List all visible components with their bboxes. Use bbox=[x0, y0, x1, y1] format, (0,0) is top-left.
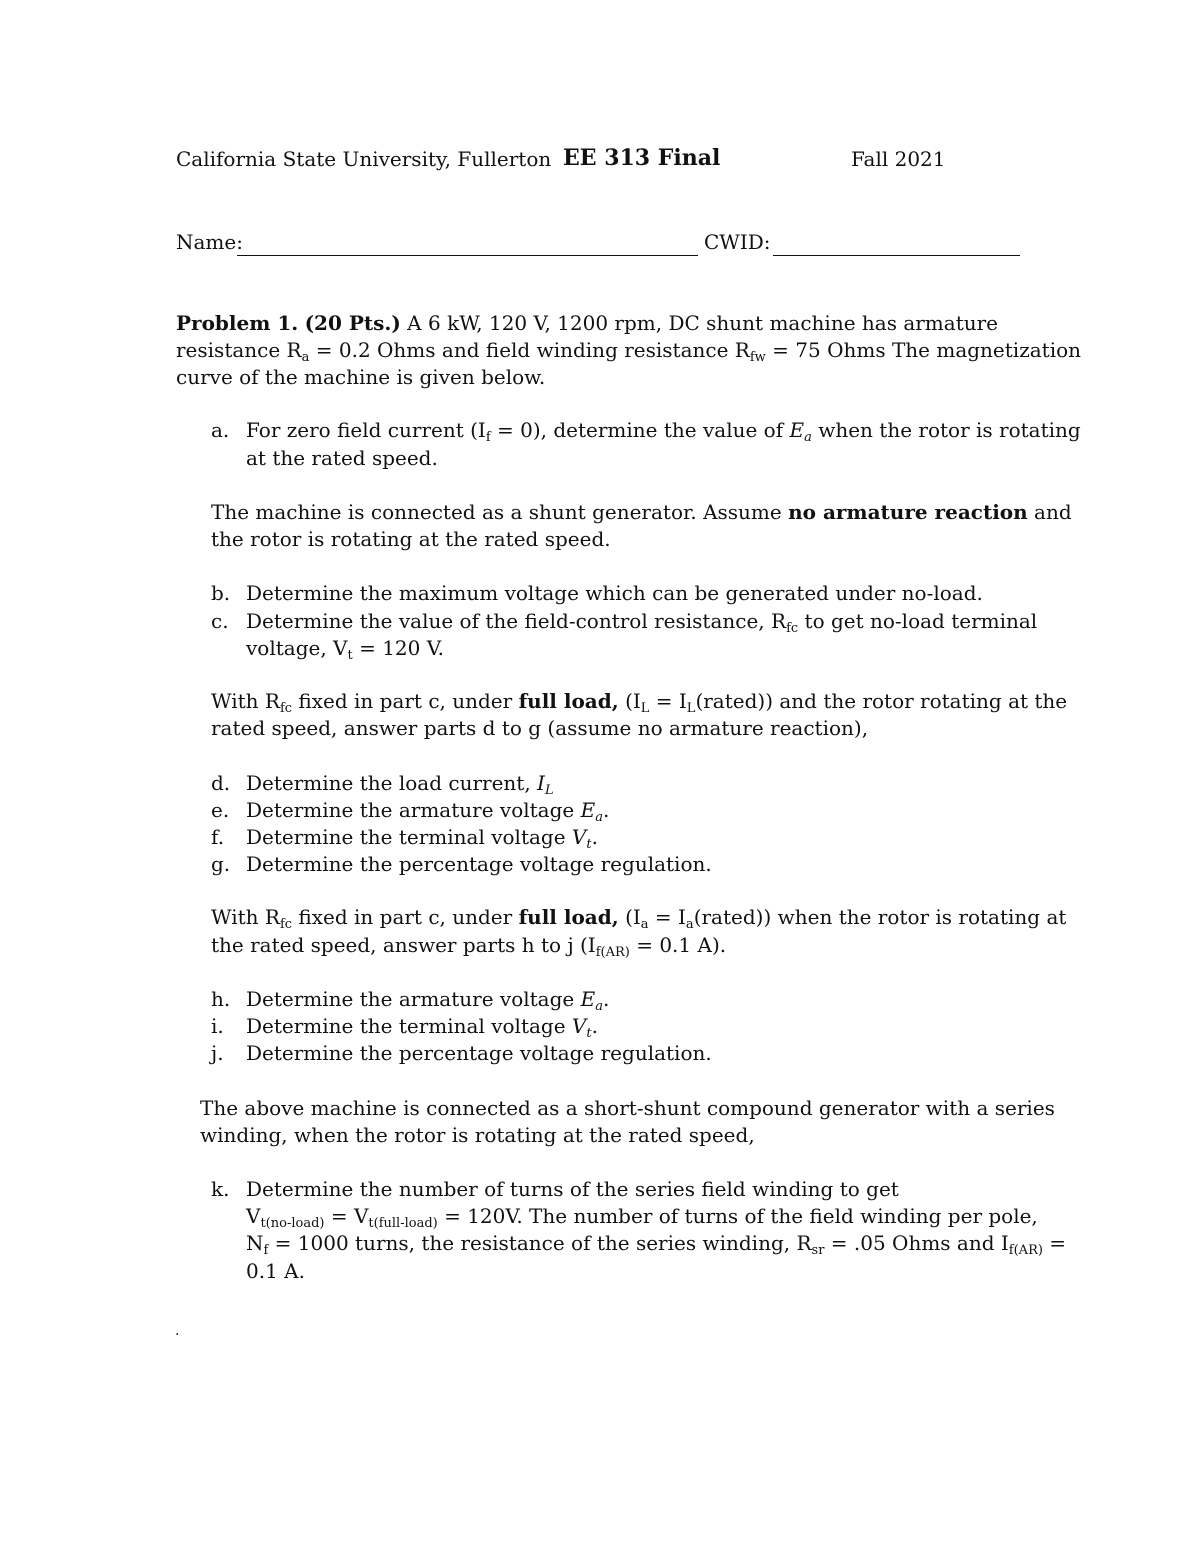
cwid-field[interactable] bbox=[773, 255, 1020, 256]
qh-text: Determine the armature voltage bbox=[246, 987, 581, 1011]
qk-text-2b: = V bbox=[324, 1204, 369, 1228]
var-v: V bbox=[571, 825, 587, 849]
question-k-line-4: 0.1 A. bbox=[246, 1259, 305, 1283]
sub-fc: fc bbox=[786, 621, 799, 636]
var-v: V bbox=[571, 1014, 587, 1038]
name-field[interactable] bbox=[237, 255, 698, 256]
problem-points: (20 Pts.) bbox=[304, 311, 401, 335]
sub-sr: sr bbox=[811, 1243, 825, 1258]
sub-var-t: t bbox=[586, 837, 592, 852]
question-a-line-1 bbox=[246, 417, 1081, 444]
sub-f-ar: f(AR) bbox=[1008, 1243, 1043, 1258]
question-c-line-1 bbox=[246, 608, 1037, 635]
fl2-text-b: fixed in part c, under bbox=[292, 905, 519, 929]
intro-text-1: A 6 kW, 120 V, 1200 rpm, DC shunt machine has armature bbox=[400, 311, 999, 335]
problem-label: Problem 1. bbox=[176, 311, 299, 335]
sub-var-a: a bbox=[595, 810, 603, 825]
sub-f: f bbox=[263, 1243, 269, 1258]
shunt-bold: no armature reaction bbox=[788, 500, 1028, 524]
trailing-dot: . bbox=[175, 1323, 180, 1339]
sub-var-a: a bbox=[804, 430, 812, 445]
university-name: California State University, Fullerton bbox=[176, 147, 552, 171]
compound-paragraph-line-1: The above machine is connected as a short-shunt compound generator with a series bbox=[200, 1096, 1055, 1120]
qf-text: Determine the terminal voltage bbox=[246, 825, 572, 849]
intro-text-2c: = 75 Ohms The magnetization bbox=[765, 338, 1082, 362]
question-i-text bbox=[246, 1013, 598, 1040]
question-k-line-2 bbox=[246, 1203, 1038, 1230]
question-h-text bbox=[246, 986, 609, 1013]
qa-text-1a: For zero field current (I bbox=[246, 418, 486, 442]
qd-text: Determine the load current, bbox=[246, 771, 538, 795]
fl2-text-a: With R bbox=[211, 905, 280, 929]
qh-end: . bbox=[602, 987, 610, 1011]
qk-text-3c: = .05 Ohms and I bbox=[824, 1231, 1009, 1255]
fl1-text-d: = I bbox=[649, 689, 687, 713]
question-g-text: Determine the percentage voltage regulation. bbox=[246, 852, 712, 876]
question-letter: h. bbox=[211, 987, 231, 1011]
qk-text-3d: = bbox=[1042, 1231, 1067, 1255]
question-k-line-1: Determine the number of turns of the series field winding to get bbox=[246, 1177, 899, 1201]
qc-text-2a: voltage, V bbox=[246, 636, 348, 660]
qc-text-1b: to get no-load terminal bbox=[798, 609, 1038, 633]
sub-fc: fc bbox=[279, 917, 293, 932]
exam-term: Fall 2021 bbox=[851, 147, 946, 171]
sub-fw: fw bbox=[749, 350, 766, 365]
cwid-label: CWID: bbox=[704, 230, 771, 254]
shunt-text-1b: and bbox=[1027, 500, 1072, 524]
qk-text-3b: = 1000 turns, the resistance of the series winding, R bbox=[268, 1231, 812, 1255]
sub-fc: fc bbox=[279, 701, 293, 716]
fl1-text-a: With R bbox=[211, 689, 280, 713]
fl2-text-2a: the rated speed, answer parts h to j (I bbox=[211, 933, 596, 957]
shunt-paragraph-line-1 bbox=[211, 499, 1072, 526]
sub-l: L bbox=[640, 701, 650, 716]
shunt-paragraph-line-2: the rotor is rotating at the rated speed. bbox=[211, 527, 611, 551]
question-k-line-3 bbox=[246, 1230, 1066, 1257]
problem-intro-line-1 bbox=[176, 310, 998, 337]
full-load-bold: full load, bbox=[518, 689, 619, 713]
fl2-text-e: (rated)) when the rotor is rotating at bbox=[693, 905, 1067, 929]
qe-end: . bbox=[602, 798, 610, 822]
qa-text-1b: = 0), determine the value of bbox=[490, 418, 790, 442]
sub-a: a bbox=[640, 917, 649, 932]
sub-t-no-load: t(no-load) bbox=[260, 1216, 325, 1231]
question-letter: e. bbox=[211, 798, 230, 822]
question-letter: a. bbox=[211, 418, 230, 442]
sub-a: a bbox=[685, 917, 694, 932]
problem-intro-line-2 bbox=[176, 337, 1081, 364]
intro-text-2a: resistance R bbox=[176, 338, 302, 362]
question-letter: g. bbox=[211, 852, 231, 876]
qc-text-1a: Determine the value of the field-control resistance, R bbox=[246, 609, 787, 633]
intro-text-2b: = 0.2 Ohms and field winding resistance R bbox=[309, 338, 750, 362]
compound-paragraph-line-2: winding, when the rotor is rotating at the rated speed, bbox=[200, 1123, 755, 1147]
question-letter: d. bbox=[211, 771, 231, 795]
question-d-text bbox=[246, 770, 554, 797]
fl1-text-c: (I bbox=[618, 689, 641, 713]
qi-end: . bbox=[591, 1014, 598, 1038]
question-letter: i. bbox=[211, 1014, 224, 1038]
question-letter: c. bbox=[211, 609, 229, 633]
fl2-text-c: (I bbox=[618, 905, 641, 929]
qe-text: Determine the armature voltage bbox=[246, 798, 581, 822]
var-e: E bbox=[789, 418, 805, 442]
qa-text-1c: when the rotor is rotating bbox=[811, 418, 1081, 442]
name-label: Name: bbox=[176, 230, 243, 254]
question-letter: f. bbox=[211, 825, 225, 849]
question-j-text: Determine the percentage voltage regulation. bbox=[246, 1041, 712, 1065]
full-load-paragraph-2-line-2 bbox=[211, 932, 726, 959]
fl2-text-2b: = 0.1 A). bbox=[629, 933, 727, 957]
full-load-paragraph-2-line-1 bbox=[211, 904, 1066, 931]
qc-text-2b: = 120 V. bbox=[352, 636, 445, 660]
sub-a: a bbox=[301, 350, 310, 365]
sub-t: t bbox=[347, 648, 353, 663]
question-letter: b. bbox=[211, 581, 231, 605]
qk-text-2a: V bbox=[246, 1204, 261, 1228]
sub-t-full-load: t(full-load) bbox=[368, 1216, 438, 1231]
shunt-text-1a: The machine is connected as a shunt generator. Assume bbox=[211, 500, 789, 524]
question-a-line-2: at the rated speed. bbox=[246, 446, 438, 470]
sub-var-a: a bbox=[595, 999, 603, 1014]
qk-text-2c: = 120V. The number of turns of the field winding per pole, bbox=[437, 1204, 1038, 1228]
full-load-paragraph-1-line-1 bbox=[211, 688, 1067, 715]
sub-l: L bbox=[686, 701, 696, 716]
full-load-paragraph-1-line-2: rated speed, answer parts d to g (assume no armature reaction), bbox=[211, 716, 869, 740]
fl1-text-b: fixed in part c, under bbox=[292, 689, 519, 713]
qk-text-3a: N bbox=[246, 1231, 264, 1255]
full-load-bold: full load, bbox=[518, 905, 619, 929]
question-letter: j. bbox=[211, 1041, 224, 1065]
fl1-text-e: (rated)) and the rotor rotating at the bbox=[695, 689, 1068, 713]
fl2-text-d: = I bbox=[648, 905, 686, 929]
sub-var-t: t bbox=[586, 1026, 592, 1041]
var-e: E bbox=[580, 798, 596, 822]
qf-end: . bbox=[591, 825, 598, 849]
sub-f-ar: f(AR) bbox=[595, 945, 630, 960]
question-letter: k. bbox=[211, 1177, 230, 1201]
qi-text: Determine the terminal voltage bbox=[246, 1014, 572, 1038]
question-f-text bbox=[246, 824, 598, 851]
var-e: E bbox=[580, 987, 596, 1011]
sub-f: f bbox=[485, 430, 491, 445]
question-c-line-2 bbox=[246, 635, 444, 662]
sub-var-l: L bbox=[544, 783, 554, 798]
exam-title: EE 313 Final bbox=[563, 145, 721, 171]
var-i: I bbox=[537, 771, 545, 795]
question-e-text bbox=[246, 797, 609, 824]
problem-intro-line-3: curve of the machine is given below. bbox=[176, 365, 546, 389]
question-b-text: Determine the maximum voltage which can be generated under no-load. bbox=[246, 581, 983, 605]
